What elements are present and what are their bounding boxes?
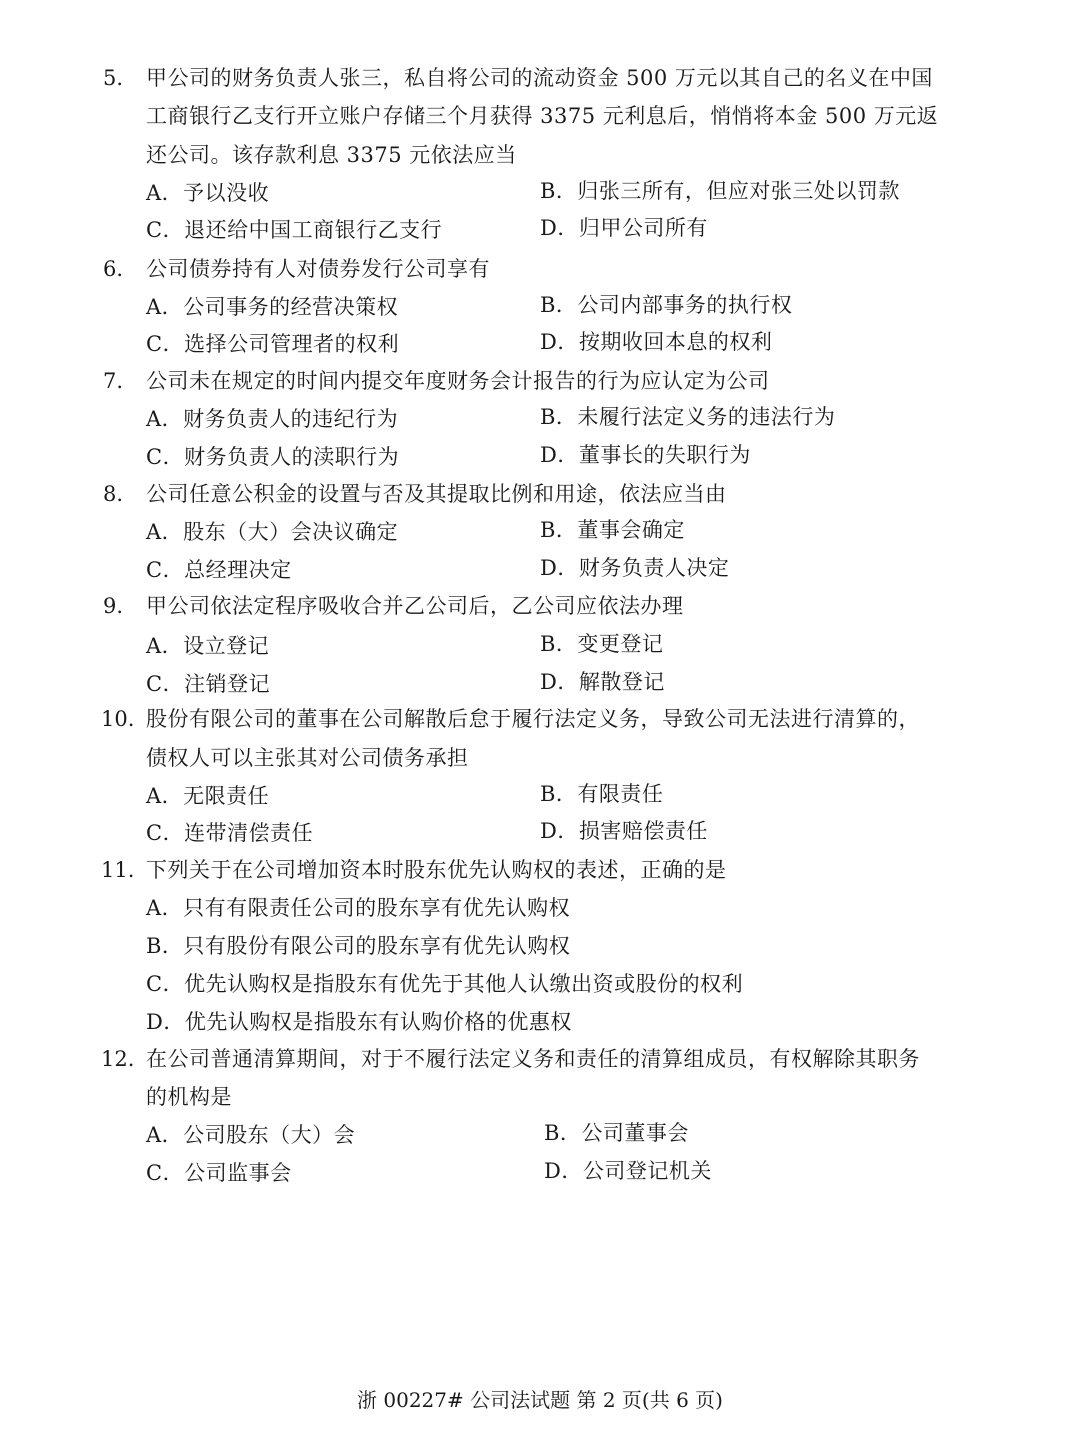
option-c: C．退还给中国工商银行乙支行: [146, 218, 443, 242]
option-a: A．公司股东（大）会: [146, 1123, 356, 1147]
question-number: 9.: [103, 594, 124, 618]
option-c: C．公司监事会: [146, 1161, 292, 1185]
question-number: 11.: [101, 858, 135, 882]
question-number: 5.: [103, 66, 124, 90]
option-d: D．董事长的失职行为: [540, 443, 751, 467]
option-a: A．只有有限责任公司的股东享有优先认购权: [146, 896, 571, 920]
option-a: A．予以没收: [146, 181, 270, 205]
question-stem-line: 公司债券持有人对债券发行公司享有: [146, 257, 490, 281]
option-b: B．归张三所有，但应对张三处以罚款: [540, 179, 900, 203]
question-stem-line: 的机构是: [146, 1085, 232, 1109]
question-number: 10.: [101, 707, 135, 731]
option-c: C．财务负责人的渎职行为: [146, 445, 400, 469]
option-d: D．财务负责人决定: [540, 556, 730, 580]
question-stem-line: 甲公司的财务负责人张三，私自将公司的流动资金 500 万元以其自己的名义在中国: [146, 66, 933, 90]
option-a: A．设立登记: [146, 634, 270, 658]
question-stem-line: 股份有限公司的董事在公司解散后怠于履行法定义务，导致公司无法进行清算的，: [146, 707, 920, 731]
option-b: B．有限责任: [540, 782, 664, 806]
question-stem-line: 下列关于在公司增加资本时股东优先认购权的表述，正确的是: [146, 858, 727, 882]
option-d: D．损害赔偿责任: [540, 819, 708, 843]
option-b: B．只有股份有限公司的股东享有优先认购权: [146, 934, 571, 958]
option-a: A．股东（大）会决议确定: [146, 520, 399, 544]
question-stem-line: 在公司普通清算期间，对于不履行法定义务和责任的清算组成员，有权解除其职务: [146, 1047, 920, 1071]
question-stem-line: 工商银行乙支行开立账户存储三个月获得 3375 元利息后，悄悄将本金 500 万元返: [146, 104, 939, 128]
option-d: D．优先认购权是指股东有认购价格的优惠权: [146, 1010, 572, 1034]
option-b: B．董事会确定: [540, 518, 685, 542]
option-b: B．公司内部事务的执行权: [540, 293, 793, 317]
option-c: C．选择公司管理者的权利: [146, 332, 400, 356]
question-stem-line: 公司未在规定的时间内提交年度财务会计报告的行为应认定为公司: [146, 369, 770, 393]
question-stem-line: 还公司。该存款利息 3375 元依法应当: [146, 143, 517, 167]
option-c: C．连带清偿责任: [146, 821, 314, 845]
question-stem-line: 甲公司依法定程序吸收合并乙公司后，乙公司应依法办理: [146, 594, 684, 618]
option-c: C．总经理决定: [146, 558, 292, 582]
option-c: C．优先认购权是指股东有优先于其他人认缴出资或股份的权利: [146, 972, 744, 996]
option-a: A．公司事务的经营决策权: [146, 295, 399, 319]
option-a: A．财务负责人的违纪行为: [146, 407, 399, 431]
question-number: 6.: [103, 257, 124, 281]
option-d: D．按期收回本息的权利: [540, 330, 773, 354]
option-d: D．解散登记: [540, 670, 665, 694]
option-d: D．归甲公司所有: [540, 216, 708, 240]
option-b: B．未履行法定义务的违法行为: [540, 405, 836, 429]
question-stem-line: 公司任意公积金的设置与否及其提取比例和用途，依法应当由: [146, 482, 727, 506]
option-c: C．注销登记: [146, 672, 271, 696]
question-stem-line: 债权人可以主张其对公司债务承担: [146, 746, 469, 770]
option-a: A．无限责任: [146, 784, 270, 808]
option-b: B．公司董事会: [544, 1121, 689, 1145]
question-number: 7.: [103, 369, 124, 393]
page-footer: 浙 00227# 公司法试题 第 2 页(共 6 页): [357, 1388, 723, 1412]
option-b: B．变更登记: [540, 632, 664, 656]
question-number: 12.: [101, 1047, 135, 1071]
option-d: D．公司登记机关: [544, 1159, 712, 1183]
question-number: 8.: [103, 482, 124, 506]
